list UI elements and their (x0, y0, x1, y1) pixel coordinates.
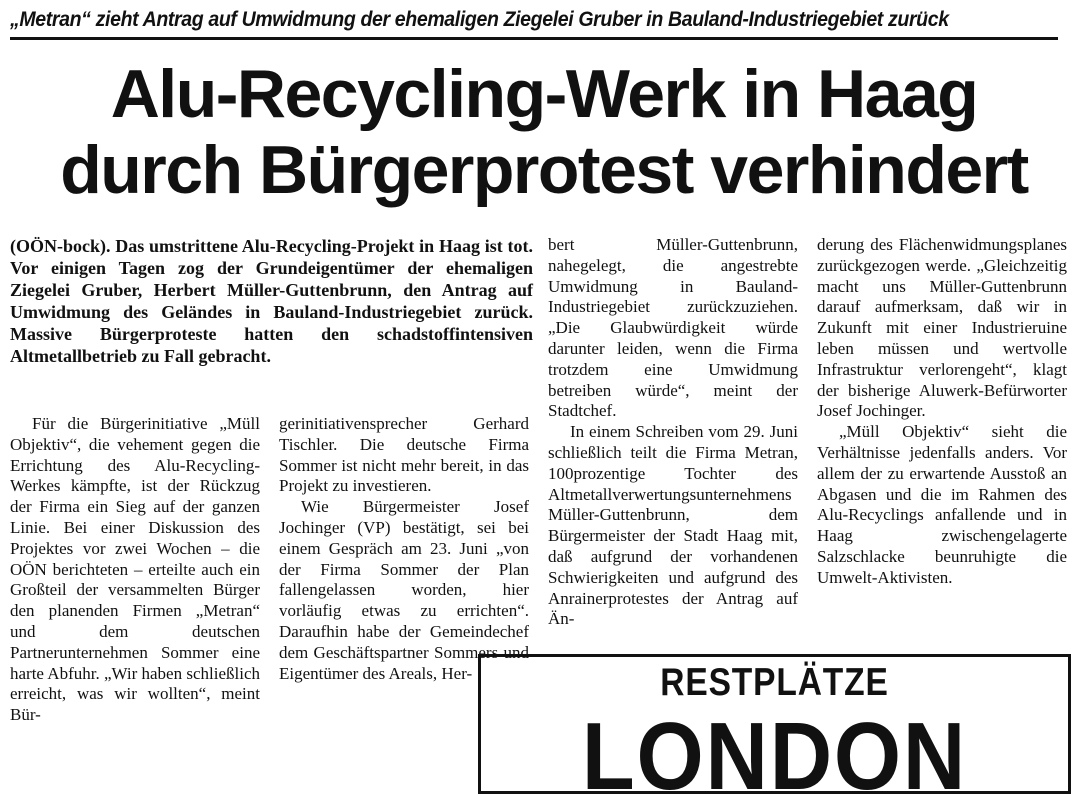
column-4-paragraph-2: „Müll Objektiv“ sieht die Verhältnisse jedenfalls anders. Vor allem der zu erwartende Ausstoß an Abgasen und die im Rahmen des Alu-Recyclings anfallende und in Haag zwischengelagerte Salzschlacke beunruhigte die Umwelt-Aktivisten. (817, 422, 1067, 587)
headline-line-1: Alu-Recycling-Werk in Haag (110, 56, 978, 132)
column-4-paragraph-1: derung des Flächenwidmungsplanes zurückgezogen werde. „Gleichzeitig macht uns Müller-Guttenbrunn darauf aufmerksam, daß wir in Zukunft mit einer Industrieruine leben müssen und wertvolle Infrastruktur verlorengeht“, klagt der bisherige Aluwerk-Befürworter Josef Jochinger. (817, 235, 1067, 421)
ad-city: LONDON (581, 703, 968, 794)
kicker-rule (10, 37, 1058, 40)
main-headline (0, 56, 1088, 208)
kicker-headline: „Metran“ zieht Antrag auf Umwidmung der ehemaligen Ziegelei Gruber in Bauland-Industriegebiet zurück (10, 8, 949, 31)
article-column-4 (817, 235, 1067, 647)
article-column-1 (10, 414, 260, 774)
advertisement-box (478, 654, 1071, 794)
column-3-paragraph-1: bert Müller-Guttenbrunn, nahegelegt, die angestrebte Umwidmung in Bauland-Industriegebiet zurückzuziehen. „Die Glaubwürdigkeit würde darunter leiden, wenn die Firma trotzdem eine Umwidmung betreiben würde“, meint der Stadtchef. (548, 235, 798, 421)
headline-line-2: durch Bürgerprotest verhindert (60, 132, 1028, 208)
column-2-paragraph-1: gerinitiativensprecher Gerhard Tischler. Die deutsche Firma Sommer ist nicht mehr bereit, in das Projekt zu investieren. (279, 414, 529, 496)
column-1-paragraph-1: Für die Bürgerinitiative „Müll Objektiv“, die vehement gegen die Errichtung des Alu-Recycling-Werkes kämpfte, ist der Rückzug der Firma ein Sieg auf der ganzen Linie. Bei einer Diskussion des Projektes vor zwei Wochen – die OÖN berichteten – erteilte auch ein Großteil der versammelten Bürger den planenden Firmen „Metran“ und dem deutschen Partnerunternehmen Sommer eine harte Abfuhr. „Wir haben schließlich erreicht, was wir wollten“, meint Bür- (10, 414, 260, 725)
column-3-paragraph-2: In einem Schreiben vom 29. Juni schließlich teilt die Firma Metran, 100prozentige Tochter des Altmetallverwertungsunternehmens Müller-Guttenbrunn, dem Bürgermeister der Stadt Haag mit, daß aufgrund der vorhandenen Schwierigkeiten und aufgrund des Anrainerprotestes der Antrag auf Än- (548, 422, 798, 629)
column-2-paragraph-2: Wie Bürgermeister Josef Jochinger (VP) bestätigt, sei bei einem Gespräch am 23. Juni „von der Firma Sommer der Plan fallengelassen worden, hier vorläufig etwas zu errichten“. Daraufhin habe der Gemeindechef dem Geschäftspartner Sommers und Eigentümer des Areals, Her- (279, 497, 529, 683)
lead-paragraph: (OÖN-bock). Das umstrittene Alu-Recycling-Projekt in Haag ist tot. Vor einigen Tagen zog der Grundeigentümer der ehemaligen Ziegelei Gruber, Herbert Müller-Guttenbrunn, den Antrag auf Umwidmung des Geländes in Bauland-Industriegebiet zurück. Massive Bürgerproteste hatten den schadstoffintensiven Altmetallbetrieb zu Fall gebracht. (10, 236, 533, 366)
article-column-3 (548, 235, 798, 647)
ad-title: RESTPLÄTZE (660, 661, 889, 704)
